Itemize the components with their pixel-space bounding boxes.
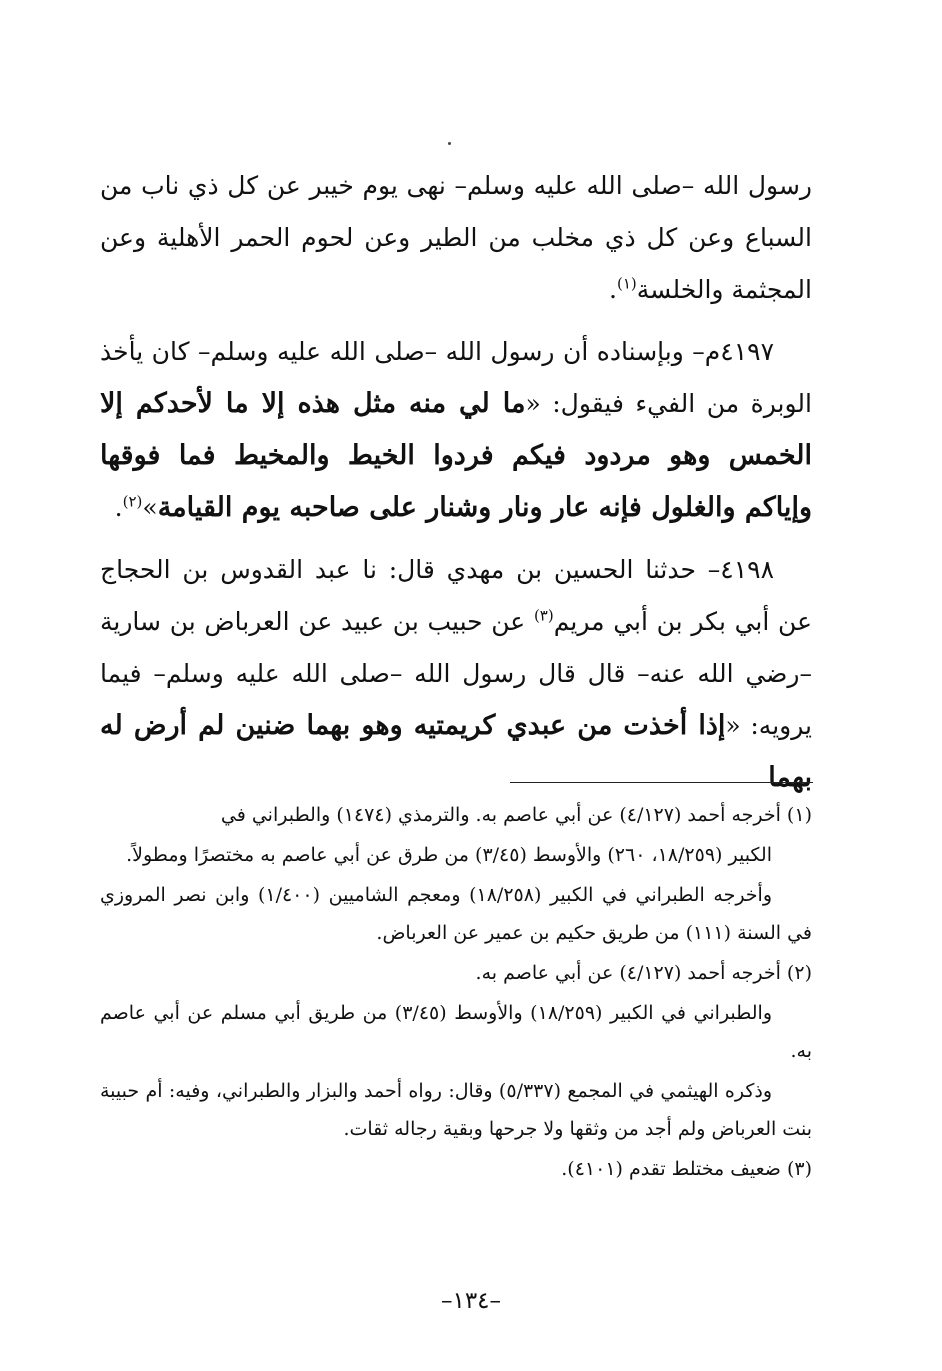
footnote-2-line-2: والطبراني في الكبير (١٨/٢٥٩) والأوسط (٣/٤٥) من طريق أبي مسلم عن أبي عاصم به.: [100, 1002, 812, 1062]
hadith-4198-text-2: عن حبيب بن عبيد عن العرباض بن سارية –رضي الله عنه– قال قال رسول الله –صلى الله عليه وسلم– فيما يرويه: «: [100, 607, 812, 740]
hadith-4198-quote: إذا أخذت من عبدي كريمتيه وهو بهما ضنين لم أرض له بهما: [100, 710, 812, 793]
footnote-1-line-3: وأخرجه الطبراني في الكبير (١٨/٢٥٨) ومعجم الشاميين (١/٤٠٠) وابن نصر المروزي في السنة (١١١) من طريق حكيم بن عمير عن العرباض.: [100, 884, 812, 944]
footnote-2-line-1: (٢) أخرجه أحمد (٤/١٢٧) عن أبي عاصم به.: [475, 962, 812, 984]
footnote-marker-3[interactable]: (٣): [533, 606, 554, 625]
paragraph-2: [100, 326, 812, 534]
footnote-divider: [510, 782, 813, 783]
footnote-3: [100, 1150, 812, 1188]
paragraph-1: [100, 160, 812, 316]
footnote-1-continued: [100, 836, 812, 874]
footnote-marker-1[interactable]: (١): [616, 274, 637, 293]
footnote-2: [100, 954, 812, 992]
footnote-1-additional: [100, 876, 812, 952]
paragraph-3: [100, 544, 812, 804]
paragraph-1-text: رسول الله –صلى الله عليه وسلم– نهى يوم خيبر عن كل ذي ناب من السباع وعن كل ذي مخلب من الطير وعن لحوم الحمر الأهلية وعن المجثمة والخلسة: [100, 171, 812, 304]
hadith-4197-quote: ما لي منه مثل هذه إلا ما لأحدكم إلا الخمس وهو مردود فيكم فردوا الخيط والمخيط فما فوقها وإياكم والغلول فإنه عار ونار وشنار على صاحبه يوم القيامة: [100, 388, 812, 523]
paragraph-2-end: .: [114, 493, 123, 522]
quote-close: »: [142, 493, 158, 522]
ink-speck: [448, 142, 451, 145]
footnote-marker-2[interactable]: (٢): [122, 492, 143, 511]
footnote-2-additional: [100, 994, 812, 1070]
footnote-2-majma: [100, 1072, 812, 1148]
hadith-4197-intro: ٤١٩٧م– وبإسناده أن رسول الله –صلى الله عليه وسلم– كان يأخذ الوبرة من الفيء فيقول: «: [100, 337, 812, 418]
page-number: –١٣٤–: [440, 1288, 502, 1314]
footnote-3-text: (٣) ضعيف مختلط تقدم (٤١٠١).: [561, 1158, 812, 1180]
footnote-2-line-3: وذكره الهيثمي في المجمع (٥/٣٣٧) وقال: رواه أحمد والبزار والطبراني، وفيه: أم حبيبة بنت العرباض ولم أجد من وثقها ولا جرحها وبقية رجاله ثقات.: [100, 1080, 812, 1140]
footnotes: [100, 796, 812, 1190]
main-text: [100, 160, 812, 804]
footnote-1: [100, 796, 812, 834]
paragraph-1-end: .: [609, 275, 617, 304]
footnote-1-line-2: الكبير (١٨/٢٥٩، ٢٦٠) والأوسط (٣/٤٥) من طرق عن أبي عاصم به مختصرًا ومطولاً.: [126, 844, 772, 866]
footnote-1-line-1: (١) أخرجه أحمد (٤/١٢٧) عن أبي عاصم به. والترمذي (١٤٧٤) والطبراني في: [220, 804, 812, 826]
hadith-4198-text-1: ٤١٩٨– حدثنا الحسين بن مهدي قال: نا عبد القدوس بن الحجاج عن أبي بكر بن أبي مريم: [100, 555, 812, 636]
